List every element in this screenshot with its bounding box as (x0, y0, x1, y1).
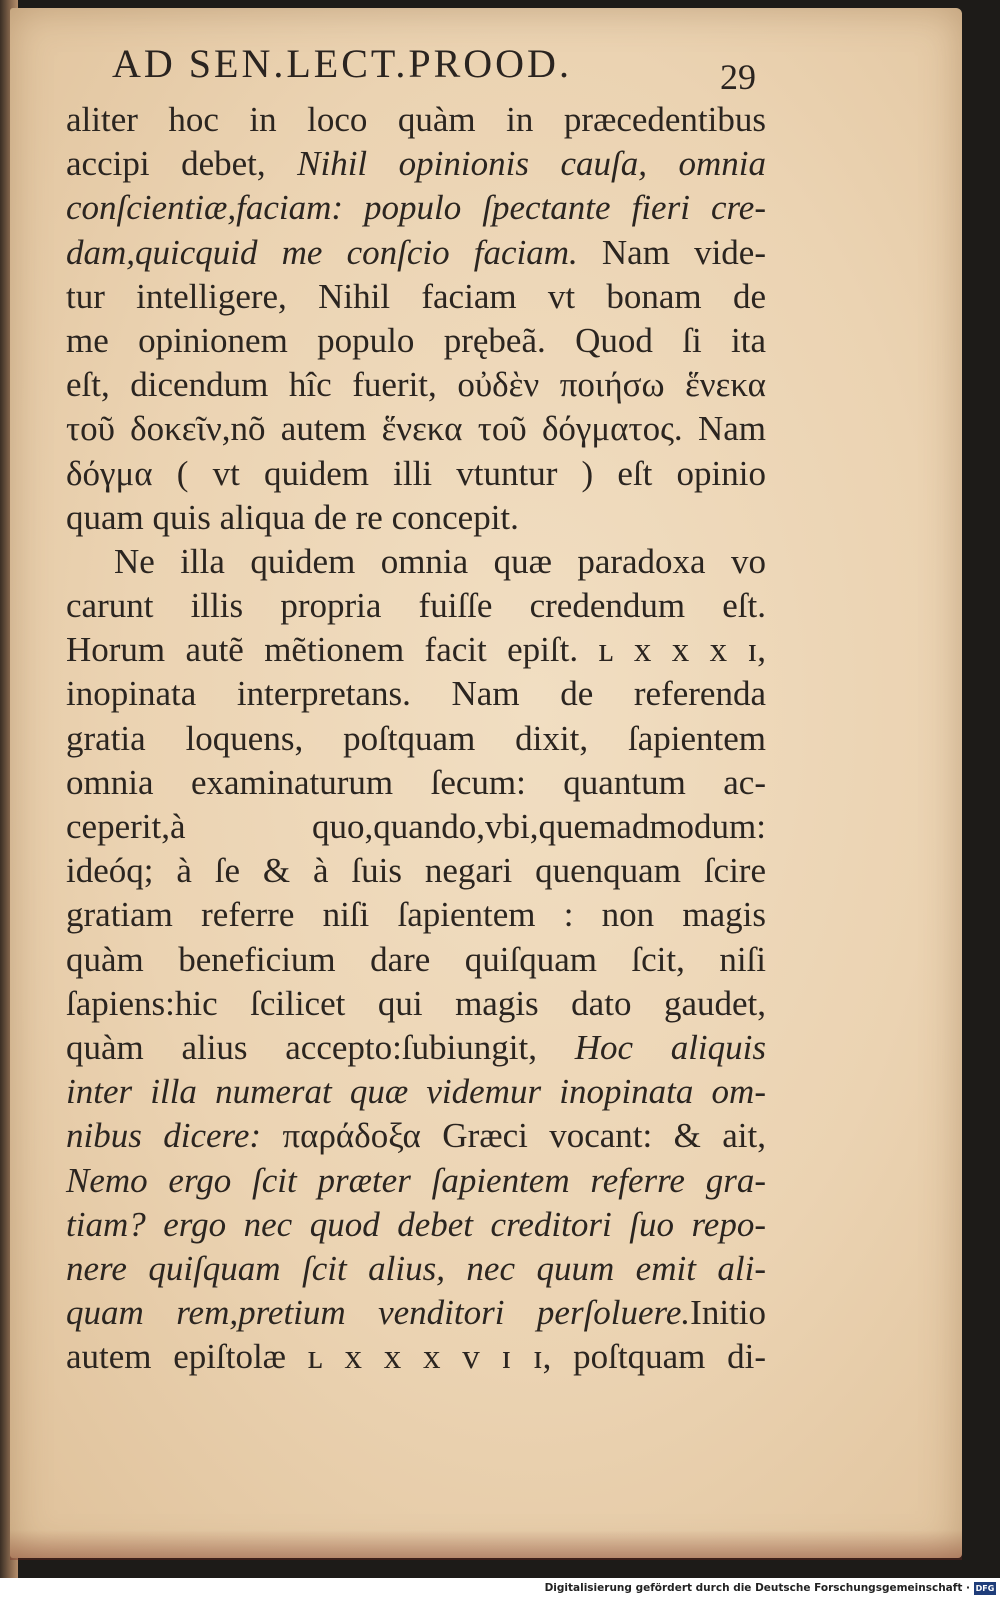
running-head: AD SEN.LECT.PROOD. (112, 41, 572, 86)
text-line: Ne illa quidem omnia quæ paradoxa vo (114, 541, 766, 581)
text-line: omnia examinaturum ſecum: quantum ac- (66, 762, 766, 802)
text-line: gratia loquens, poſtquam dixit, ſapientem (66, 718, 766, 758)
body-text (66, 98, 766, 1379)
text-line: ideóq; à ſe & à ſuis negari quenquam ſcire (66, 851, 766, 891)
text-fragment: accipi debet, (66, 144, 298, 184)
text-line: Nemo ergo ſcit præter ſapientem referre gra- (66, 1160, 766, 1200)
italic-fragment: nibus dicere: (66, 1116, 283, 1156)
text-line (66, 1291, 766, 1335)
italic-fragment: Nihil opinionis cauſa, omnia (297, 144, 766, 184)
text-fragment: Nam vide- (577, 232, 766, 272)
text-line: inter illa numerat quæ videmur inopinata om- (66, 1072, 766, 1112)
page-bottom-edge (10, 1530, 962, 1560)
digitization-credit: Digitalisierung gefördert durch die Deutsche Forschungsgemeinschaft · (544, 1582, 970, 1594)
text-line: τοῦ δοκεῖν,nõ autem ἕνεκα τοῦ δόγματος. Nam (66, 409, 766, 449)
text-line: aliter hoc in loco quàm in præcedentibus (66, 100, 766, 139)
text-fragment: Græci vocant: & ait, (420, 1116, 766, 1156)
text-line: conſcientiæ,faciam: populo ſpectante fieri cre- (66, 188, 766, 228)
text-fragment: quàm alius accepto:ſubiungit, (66, 1027, 575, 1067)
text-line: ceperit,à quo,quando,vbi,quemadmodum: (66, 807, 766, 846)
text-line: quàm beneficium dare quiſquam ſcit, niſi (66, 939, 766, 979)
italic-fragment: quam rem,pretium venditori perſoluere. (66, 1293, 691, 1333)
text-line: tiam? ergo nec quod debet creditori ſuo repo- (66, 1204, 766, 1244)
text-line: eſt, dicendum hîc fuerit, οὐδὲν ποιήσω ἕνεκα (66, 365, 766, 405)
text-line: inopinata interpretans. Nam de referenda (66, 674, 766, 714)
italic-fragment: Hoc aliquis (574, 1027, 766, 1067)
text-line (66, 231, 766, 275)
text-line: quam quis aliqua de re concepit. (66, 497, 519, 537)
text-line: δόγμα ( vt quidem illi vtuntur ) eſt opinio (66, 453, 766, 493)
greek-fragment: παράδοξα (282, 1116, 421, 1156)
text-line (66, 1114, 766, 1158)
text-line: Horum autẽ mẽtionem facit epiſt. ʟ x x x ɪ, (66, 630, 766, 670)
text-line (66, 142, 766, 186)
text-line: ſapiens:hic ſcilicet qui magis dato gaudet, (66, 983, 766, 1023)
text-line: gratiam referre niſi ſapientem : non magis (66, 895, 766, 935)
text-line: tur intelligere, Nihil faciam vt bonam de (66, 276, 766, 316)
text-line: nere quiſquam ſcit alius, nec quum emit ali- (66, 1248, 766, 1288)
text-line: autem epiſtolæ ʟ x x x v ɪ ɪ, poſtquam di- (66, 1337, 766, 1377)
page-number: 29 (720, 57, 756, 97)
text-fragment: Initio (690, 1293, 766, 1333)
italic-fragment: dam,quicquid me conſcio faciam. (66, 232, 578, 272)
text-line: carunt illis propria fuiſſe credendum eſt. (66, 586, 766, 626)
dfg-logo-icon: DFG (975, 1584, 995, 1593)
text-line (66, 1026, 766, 1070)
text-line: me opinionem populo prębeã. Quod ſi ita (66, 320, 766, 360)
